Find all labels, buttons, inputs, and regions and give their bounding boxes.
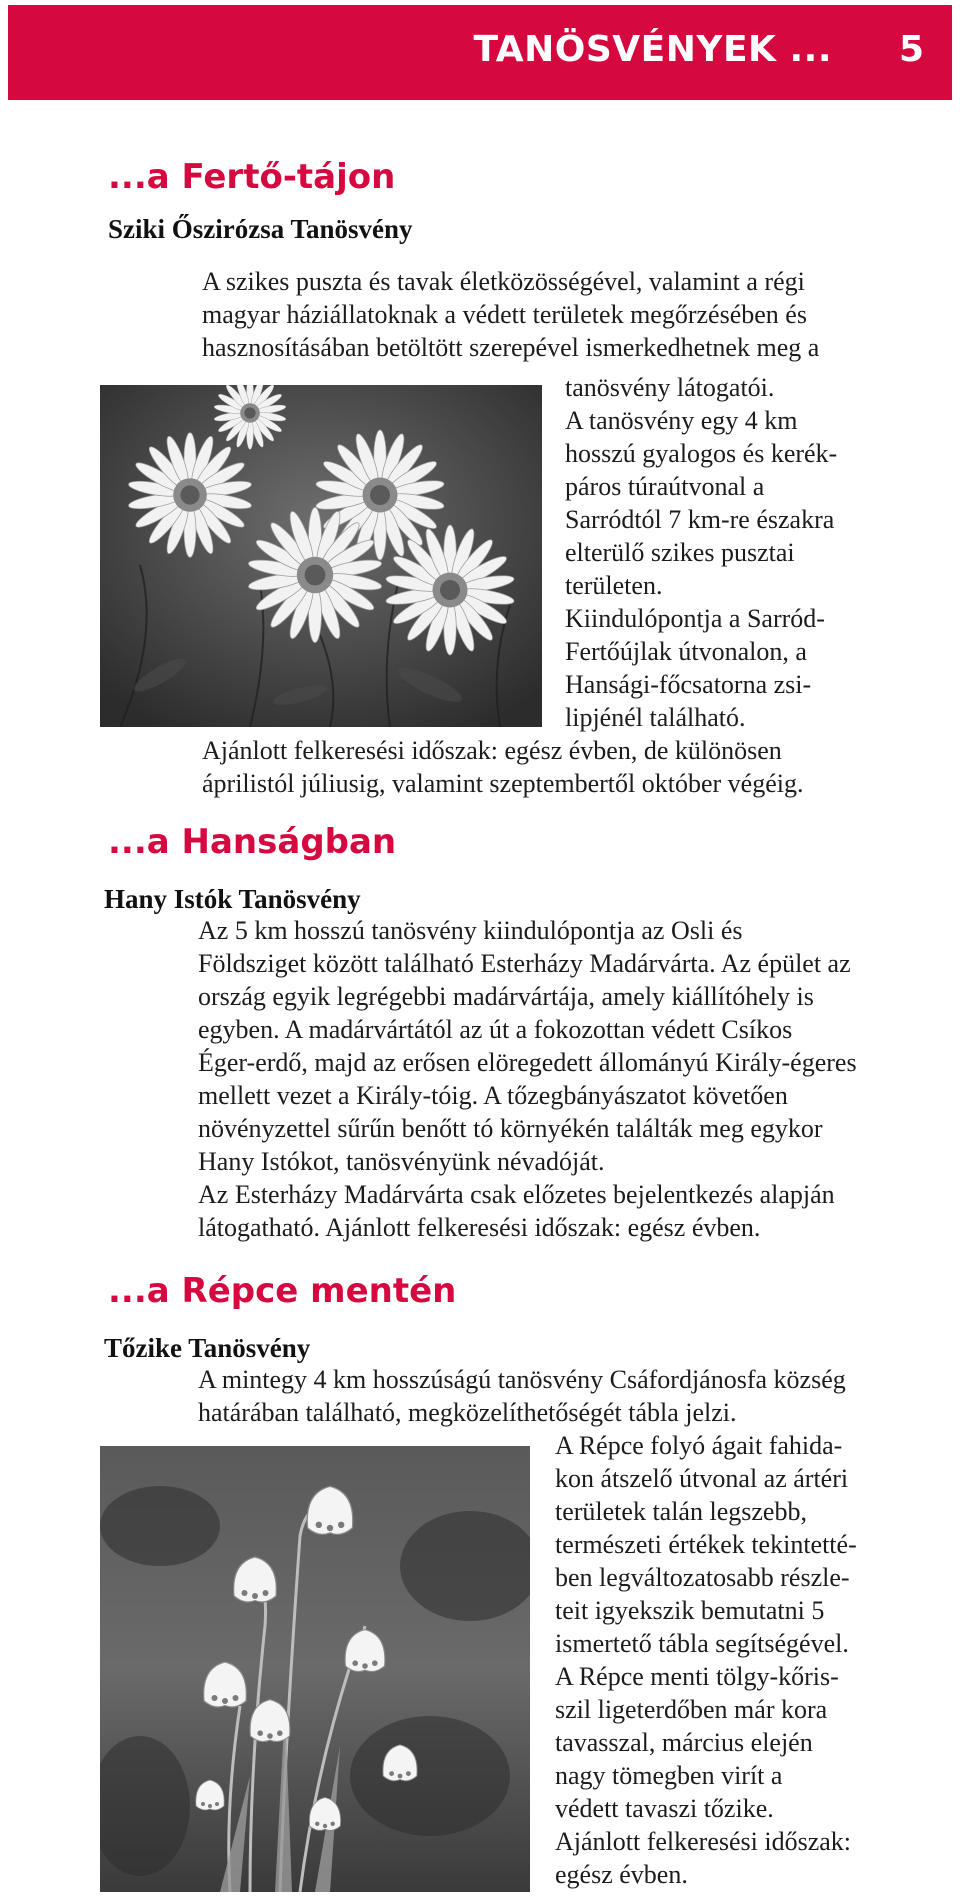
section-heading-hansag: ...a Hanságban [108, 822, 397, 862]
text-line: Kiindulópontja a Sarród- [565, 604, 825, 633]
text-line: A mintegy 4 km hosszúságú tanösvény Csáfordjánosfa község [198, 1365, 846, 1394]
trail-title-sziki: Sziki Őszirózsa Tanösvény [108, 214, 413, 244]
closing-paragraph-sziki [202, 734, 803, 800]
text-line: Földsziget között található Esterházy Madárvárta. Az épület az [198, 949, 851, 978]
text-line: Hany Istókot, tanösvényünk névadóját. [198, 1147, 605, 1176]
text-line: Fertőújlak útvonalon, a [565, 637, 807, 666]
text-line: magyar háziállatoknak a védett területek megőrzésében és [202, 300, 807, 329]
section-heading-repce: ...a Répce mentén [108, 1271, 457, 1311]
text-line: A Répce menti tölgy-kőris- [555, 1662, 839, 1691]
text-line: egyben. A madárvártától az út a fokozottan védett Csíkos [198, 1015, 793, 1044]
text-line: területen. [565, 571, 663, 600]
text-line: hosszú gyalogos és kerék- [565, 439, 838, 468]
page-number: 5 [898, 29, 924, 70]
text-line: mellett vezet a Király-tóig. A tőzegbányászatot követően [198, 1081, 788, 1110]
text-line: növényzettel sűrűn benőtt tó környékén találták meg egykor [198, 1114, 823, 1143]
text-line: ismertető tábla segítségével. [555, 1629, 849, 1658]
text-line: határában található, megközelíthetőségét tábla jelzi. [198, 1398, 737, 1427]
side-paragraph-sziki [565, 371, 837, 734]
text-line: látogatható. Ajánlott felkeresési időszak: egész évben. [198, 1213, 761, 1242]
text-line: A tanösvény egy 4 km [565, 406, 798, 435]
text-line: Hansági-főcsatorna zsi- [565, 670, 812, 699]
trail-title-hany-istok: Hany Istók Tanösvény [104, 884, 361, 914]
intro-paragraph-tozike [198, 1363, 846, 1429]
text-line: tavasszal, március elején [555, 1728, 813, 1757]
text-line: ben legváltozatosabb részle- [555, 1563, 850, 1592]
text-line: hasznosításában betöltött szerepével ismerkedhetnek meg a [202, 333, 820, 362]
intro-paragraph-sziki [202, 265, 819, 364]
text-line: egész évben. [555, 1860, 688, 1889]
text-line: Az Esterházy Madárvárta csak előzetes bejelentkezés alapján [198, 1180, 835, 1209]
text-line: Éger-erdő, majd az erősen elöregedett állományú Király-égeres [198, 1048, 857, 1077]
side-paragraph-tozike [555, 1429, 857, 1891]
text-line: területek talán legszebb, [555, 1497, 807, 1526]
text-line: ország egyik legrégebbi madárvártája, amely kiállítóhely is [198, 982, 814, 1011]
text-line: természeti értékek tekintetté- [555, 1530, 857, 1559]
trail-title-tozike: Tőzike Tanösvény [104, 1333, 311, 1363]
body-paragraph-hany-istok [198, 914, 857, 1244]
text-line: Ajánlott felkeresési időszak: egész évben, de különösen [202, 736, 782, 765]
text-line: páros túraútvonal a [565, 472, 765, 501]
text-line: Sarródtól 7 km-re északra [565, 505, 835, 534]
text-line: kon átszelő útvonal az ártéri [555, 1464, 849, 1493]
text-line: védett tavaszi tőzike. [555, 1794, 774, 1823]
text-line: Az 5 km hosszú tanösvény kiindulópontja az Osli és [198, 916, 743, 945]
text-line: szil ligeterdőben már kora [555, 1695, 828, 1724]
text-line: nagy tömegben virít a [555, 1761, 783, 1790]
text-line: elterülő szikes pusztai [565, 538, 795, 567]
text-line: A szikes puszta és tavak életközösségével, valamint a régi [202, 267, 805, 296]
page-header [8, 5, 952, 100]
header-title: TANÖSVÉNYEK ... [473, 29, 832, 70]
aster-flowers-photo [100, 385, 542, 727]
text-line: áprilistól júliusig, valamint szeptembertől október végéig. [202, 769, 804, 798]
section-heading-ferto: ...a Fertő-tájon [108, 157, 396, 197]
text-line: teit igyekszik bemutatni 5 [555, 1596, 825, 1625]
text-line: lipjénél található. [565, 703, 746, 732]
text-line: tanösvény látogatói. [565, 373, 775, 402]
text-line: Ajánlott felkeresési időszak: [555, 1827, 852, 1856]
text-line: A Répce folyó ágait fahida- [555, 1431, 843, 1460]
snowflake-flowers-photo [100, 1446, 530, 1892]
